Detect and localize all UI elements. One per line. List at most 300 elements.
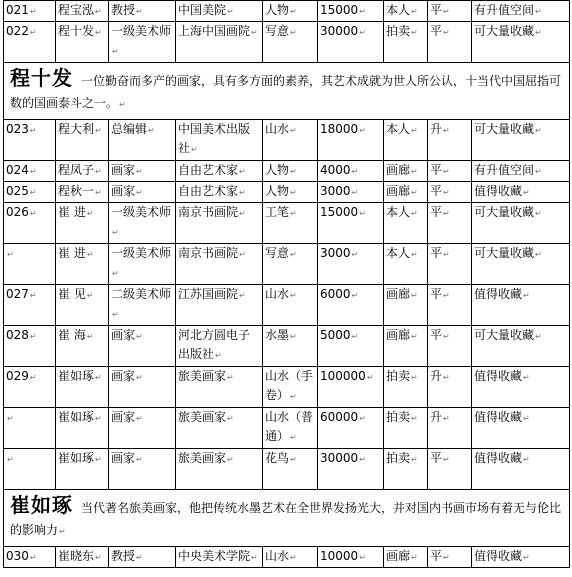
table-row <box>4 182 570 203</box>
paragraph-mark: ↵ <box>443 332 450 341</box>
paragraph-mark: ↵ <box>112 269 119 278</box>
cell-text: 100000 <box>320 369 366 383</box>
cell-text: 30000 <box>320 451 359 465</box>
cell-text: 程十发 <box>58 24 95 38</box>
paragraph-mark: ↵ <box>95 188 102 197</box>
cell-text: 工笔 <box>265 205 290 219</box>
paragraph-mark: ↵ <box>411 7 418 16</box>
cell-org <box>176 120 263 161</box>
cell-advice <box>472 285 570 326</box>
cell-text: 升 <box>430 122 443 136</box>
cell-name <box>56 449 109 490</box>
cell-price <box>318 161 384 182</box>
paragraph-mark: ↵ <box>535 28 542 37</box>
paragraph-mark: ↵ <box>411 188 418 197</box>
cell-source <box>384 285 428 326</box>
cell-name <box>56 244 109 285</box>
cell-text: 一级美术师 <box>111 24 172 38</box>
paragraph-mark: ↵ <box>95 126 102 135</box>
artist-bio <box>4 63 570 120</box>
cell-advice <box>472 408 570 449</box>
paragraph-mark: ↵ <box>443 553 450 562</box>
paragraph-mark: ↵ <box>535 167 542 176</box>
paragraph-mark: ↵ <box>443 167 450 176</box>
paragraph-mark: ↵ <box>411 250 418 259</box>
cell-id <box>4 22 56 63</box>
paragraph-mark: ↵ <box>351 250 359 259</box>
cell-genre <box>263 1 318 22</box>
paragraph-mark: ↵ <box>239 209 246 218</box>
cell-advice <box>472 244 570 285</box>
cell-text: 本人 <box>386 3 411 17</box>
cell-name <box>56 120 109 161</box>
paragraph-mark: ↵ <box>239 291 246 300</box>
cell-text: 平 <box>430 246 443 260</box>
cell-price <box>318 182 384 203</box>
paragraph-mark: ↵ <box>443 455 450 464</box>
cell-text: 旅美画家 <box>178 369 227 383</box>
cell-text: 旅美画家 <box>178 410 227 424</box>
cell-advice <box>472 326 570 367</box>
cell-title <box>109 161 176 182</box>
cell-advice <box>472 161 570 182</box>
cell-text: 程大利 <box>58 122 95 136</box>
cell-genre <box>263 326 318 367</box>
cell-text: 15000 <box>320 3 359 17</box>
cell-text: 河北方圆电子出版社 <box>178 328 251 361</box>
paragraph-mark: ↵ <box>290 209 297 218</box>
table-row <box>4 120 570 161</box>
cell-text: 山水（手卷） <box>265 369 314 402</box>
paragraph-mark: ↵ <box>95 7 102 16</box>
cell-text: 总编辑 <box>111 122 148 136</box>
cell-text: 4000 <box>320 163 351 177</box>
cell-source <box>384 367 428 408</box>
paragraph-mark: ↵ <box>29 553 37 562</box>
cell-source <box>384 182 428 203</box>
cell-text: 画廊 <box>386 163 411 177</box>
cell-id <box>4 244 56 285</box>
paragraph-mark: ↵ <box>411 373 418 382</box>
cell-advice <box>472 449 570 490</box>
cell-text: 022 <box>6 24 29 38</box>
cell-advice <box>472 547 570 568</box>
cell-text: 60000 <box>320 410 359 424</box>
cell-text: 可大量收藏 <box>474 122 535 136</box>
paragraph-mark: ↵ <box>29 167 37 176</box>
cell-text: 升 <box>430 410 443 424</box>
cell-text: 3000 <box>320 246 351 260</box>
cell-price <box>318 22 384 63</box>
paragraph-mark: ↵ <box>136 373 143 382</box>
cell-trend <box>428 285 472 326</box>
cell-text: 平 <box>430 24 443 38</box>
paragraph-mark: ↵ <box>290 553 297 562</box>
paragraph-mark: ↵ <box>86 250 94 259</box>
paragraph-mark: ↵ <box>523 188 530 197</box>
cell-trend <box>428 161 472 182</box>
cell-trend <box>428 1 472 22</box>
paragraph-mark: ↵ <box>359 126 366 135</box>
cell-name <box>56 547 109 568</box>
cell-text: 拍卖 <box>386 24 411 38</box>
paragraph-mark: ↵ <box>290 455 297 464</box>
bio-artist-name: 崔如琢 <box>10 493 73 517</box>
cell-id <box>4 408 56 449</box>
paragraph-mark: ↵ <box>443 126 450 135</box>
paragraph-mark: ↵ <box>290 433 297 442</box>
cell-source <box>384 1 428 22</box>
paragraph-mark: ↵ <box>290 7 297 16</box>
cell-text: 平 <box>430 163 443 177</box>
paragraph-mark: ↵ <box>7 455 14 464</box>
cell-genre <box>263 244 318 285</box>
paragraph-mark: ↵ <box>366 373 374 382</box>
cell-text: 自由艺术家 <box>178 184 239 198</box>
paragraph-mark: ↵ <box>7 414 14 423</box>
cell-text: 值得收藏 <box>474 549 523 563</box>
paragraph-mark: ↵ <box>95 373 102 382</box>
cell-genre <box>263 408 318 449</box>
paragraph-mark: ↵ <box>191 145 198 154</box>
cell-text: 拍卖 <box>386 369 411 383</box>
cell-name <box>56 161 109 182</box>
paragraph-mark: ↵ <box>86 209 94 218</box>
paragraph-mark: ↵ <box>359 553 366 562</box>
table-row <box>4 244 570 285</box>
cell-title <box>109 182 176 203</box>
cell-org <box>176 182 263 203</box>
cell-text: 中国美术出版社 <box>178 122 251 155</box>
paragraph-mark: ↵ <box>251 553 258 562</box>
cell-text: 画廊 <box>386 549 411 563</box>
paragraph-mark: ↵ <box>239 188 246 197</box>
paragraph-mark: ↵ <box>86 332 94 341</box>
paragraph-mark: ↵ <box>535 7 542 16</box>
cell-text: 平 <box>430 451 443 465</box>
paragraph-mark: ↵ <box>29 28 37 37</box>
cell-advice <box>472 22 570 63</box>
paragraph-mark: ↵ <box>411 28 418 37</box>
cell-id <box>4 1 56 22</box>
cell-name <box>56 367 109 408</box>
cell-genre <box>263 161 318 182</box>
cell-genre <box>263 449 318 490</box>
cell-source <box>384 408 428 449</box>
cell-text: 崔如琢 <box>58 410 95 424</box>
cell-name <box>56 285 109 326</box>
cell-title <box>109 408 176 449</box>
paragraph-mark: ↵ <box>443 414 450 423</box>
cell-trend <box>428 449 472 490</box>
cell-text: 15000 <box>320 205 359 219</box>
paragraph-mark: ↵ <box>148 126 155 135</box>
cell-title <box>109 449 176 490</box>
paragraph-mark: ↵ <box>359 7 366 16</box>
table-row <box>4 408 570 449</box>
cell-text: 一级美术师 <box>111 205 172 219</box>
cell-trend <box>428 547 472 568</box>
cell-name <box>56 22 109 63</box>
paragraph-mark: ↵ <box>227 7 234 16</box>
cell-title <box>109 244 176 285</box>
paragraph-mark: ↵ <box>119 100 126 109</box>
cell-text: 本人 <box>386 122 411 136</box>
cell-text: 画廊 <box>386 328 411 342</box>
cell-text: 南京书画院 <box>178 205 239 219</box>
cell-text: 平 <box>430 549 443 563</box>
cell-text: 人物 <box>265 184 290 198</box>
cell-text: 崔 见 <box>58 287 86 301</box>
paragraph-mark: ↵ <box>411 291 418 300</box>
cell-price <box>318 367 384 408</box>
cell-text: 画廊 <box>386 287 411 301</box>
cell-trend <box>428 22 472 63</box>
cell-text: 025 <box>6 184 29 198</box>
table-row <box>4 1 570 22</box>
cell-org <box>176 161 263 182</box>
cell-price <box>318 120 384 161</box>
cell-text: 写意 <box>265 24 290 38</box>
paragraph-mark: ↵ <box>95 167 102 176</box>
cell-text: 写意 <box>265 246 290 260</box>
cell-text: 030 <box>6 549 29 563</box>
cell-id <box>4 285 56 326</box>
cell-text: 自由艺术家 <box>178 163 239 177</box>
cell-text: 平 <box>430 328 443 342</box>
paragraph-mark: ↵ <box>136 455 143 464</box>
cell-trend <box>428 182 472 203</box>
cell-trend <box>428 120 472 161</box>
paragraph-mark: ↵ <box>136 414 143 423</box>
paragraph-mark: ↵ <box>359 455 366 464</box>
cell-id <box>4 326 56 367</box>
cell-text: 山水 <box>265 549 290 563</box>
cell-advice <box>472 182 570 203</box>
cell-org <box>176 1 263 22</box>
cell-text: 程秋一 <box>58 184 95 198</box>
cell-text: 028 <box>6 328 29 342</box>
cell-text: 可大量收藏 <box>474 328 535 342</box>
paragraph-mark: ↵ <box>251 28 258 37</box>
cell-title <box>109 367 176 408</box>
paragraph-mark: ↵ <box>290 392 297 401</box>
paragraph-mark: ↵ <box>29 209 37 218</box>
cell-text: 024 <box>6 163 29 177</box>
cell-text: 画家 <box>111 410 136 424</box>
cell-text: 人物 <box>265 3 290 17</box>
paragraph-mark: ↵ <box>239 167 246 176</box>
cell-price <box>318 203 384 244</box>
paragraph-mark: ↵ <box>411 455 418 464</box>
cell-id <box>4 547 56 568</box>
paragraph-mark: ↵ <box>29 332 37 341</box>
paragraph-mark: ↵ <box>136 167 143 176</box>
cell-text: 上海中国画院 <box>178 24 251 38</box>
cell-name <box>56 408 109 449</box>
cell-title <box>109 22 176 63</box>
paragraph-mark: ↵ <box>443 250 450 259</box>
artist-price-table <box>3 0 570 568</box>
cell-price <box>318 449 384 490</box>
cell-text: 花鸟 <box>265 451 290 465</box>
cell-text: 水墨 <box>265 328 290 342</box>
cell-name <box>56 326 109 367</box>
cell-price <box>318 285 384 326</box>
bio-artist-name: 程十发 <box>10 66 73 90</box>
cell-text: 画家 <box>111 163 136 177</box>
paragraph-mark: ↵ <box>351 332 359 341</box>
paragraph-mark: ↵ <box>290 291 297 300</box>
paragraph-mark: ↵ <box>411 167 418 176</box>
paragraph-mark: ↵ <box>290 167 297 176</box>
paragraph-mark: ↵ <box>290 250 297 259</box>
paragraph-mark: ↵ <box>523 553 530 562</box>
paragraph-mark: ↵ <box>359 209 366 218</box>
cell-trend <box>428 408 472 449</box>
paragraph-mark: ↵ <box>523 373 530 382</box>
cell-source <box>384 22 428 63</box>
cell-text: 画家 <box>111 451 136 465</box>
cell-title <box>109 547 176 568</box>
paragraph-mark: ↵ <box>95 455 102 464</box>
cell-source <box>384 120 428 161</box>
artist-bio-row <box>4 490 570 547</box>
cell-advice <box>472 203 570 244</box>
paragraph-mark: ↵ <box>443 28 450 37</box>
table-row <box>4 547 570 568</box>
cell-text: 一级美术师 <box>111 246 172 260</box>
paragraph-mark: ↵ <box>535 126 542 135</box>
cell-text: 中央美术学院 <box>178 549 251 563</box>
cell-price <box>318 244 384 285</box>
paragraph-mark: ↵ <box>290 188 297 197</box>
cell-genre <box>263 285 318 326</box>
paragraph-mark: ↵ <box>59 527 66 536</box>
cell-text: 山水 <box>265 287 290 301</box>
cell-advice <box>472 1 570 22</box>
paragraph-mark: ↵ <box>7 250 14 259</box>
cell-source <box>384 449 428 490</box>
paragraph-mark: ↵ <box>29 126 37 135</box>
cell-id <box>4 120 56 161</box>
cell-price <box>318 408 384 449</box>
cell-text: 值得收藏 <box>474 287 523 301</box>
cell-genre <box>263 547 318 568</box>
paragraph-mark: ↵ <box>290 126 297 135</box>
cell-text: 平 <box>430 3 443 17</box>
bio-text: 一位勤奋而多产的画家，具有多方面的素养，其艺术成就为世人所公认，十当代中国屈指可数的国画泰斗之一。 <box>10 74 562 110</box>
cell-genre <box>263 182 318 203</box>
table-row <box>4 367 570 408</box>
cell-text: 值得收藏 <box>474 184 523 198</box>
paragraph-mark: ↵ <box>443 188 450 197</box>
cell-org <box>176 244 263 285</box>
cell-text: 画家 <box>111 184 136 198</box>
table-row <box>4 285 570 326</box>
cell-text: 山水 <box>265 122 290 136</box>
cell-text: 崔 进 <box>58 246 86 260</box>
cell-text: 可大量收藏 <box>474 205 535 219</box>
cell-price <box>318 1 384 22</box>
paragraph-mark: ↵ <box>535 250 542 259</box>
cell-text: 可大量收藏 <box>474 246 535 260</box>
cell-text: 旅美画家 <box>178 451 227 465</box>
cell-id <box>4 182 56 203</box>
cell-text: 南京书画院 <box>178 246 239 260</box>
cell-text: 平 <box>430 205 443 219</box>
table-row <box>4 22 570 63</box>
cell-text: 崔 海 <box>58 328 86 342</box>
paragraph-mark: ↵ <box>29 291 37 300</box>
table-row <box>4 161 570 182</box>
cell-source <box>384 244 428 285</box>
paragraph-mark: ↵ <box>359 28 366 37</box>
cell-source <box>384 161 428 182</box>
paragraph-mark: ↵ <box>86 291 94 300</box>
cell-text: 6000 <box>320 287 351 301</box>
cell-text: 18000 <box>320 122 359 136</box>
cell-genre <box>263 120 318 161</box>
cell-source <box>384 326 428 367</box>
paragraph-mark: ↵ <box>112 47 119 56</box>
cell-text: 平 <box>430 287 443 301</box>
cell-genre <box>263 367 318 408</box>
cell-org <box>176 547 263 568</box>
cell-text: 平 <box>430 184 443 198</box>
paragraph-mark: ↵ <box>535 332 542 341</box>
cell-text: 二级美术师 <box>111 287 172 301</box>
cell-text: 023 <box>6 122 29 136</box>
cell-text: 崔晓东 <box>58 549 95 563</box>
paragraph-mark: ↵ <box>411 126 418 135</box>
paragraph-mark: ↵ <box>443 373 450 382</box>
paragraph-mark: ↵ <box>523 291 530 300</box>
cell-text: 程宝泓 <box>58 3 95 17</box>
paragraph-mark: ↵ <box>351 167 359 176</box>
paragraph-mark: ↵ <box>290 28 297 37</box>
artist-bio-row <box>4 63 570 120</box>
cell-advice <box>472 367 570 408</box>
cell-trend <box>428 326 472 367</box>
cell-text: 程凤子 <box>58 163 95 177</box>
cell-text: 拍卖 <box>386 410 411 424</box>
paragraph-mark: ↵ <box>351 188 359 197</box>
paragraph-mark: ↵ <box>443 291 450 300</box>
cell-text: 拍卖 <box>386 451 411 465</box>
cell-text: 画廊 <box>386 184 411 198</box>
cell-advice <box>472 120 570 161</box>
cell-name <box>56 203 109 244</box>
paragraph-mark: ↵ <box>227 373 234 382</box>
cell-text: 026 <box>6 205 29 219</box>
paragraph-mark: ↵ <box>443 209 450 218</box>
cell-trend <box>428 367 472 408</box>
paragraph-mark: ↵ <box>227 455 234 464</box>
cell-title <box>109 285 176 326</box>
cell-title <box>109 1 176 22</box>
table-row <box>4 326 570 367</box>
cell-text: 029 <box>6 369 29 383</box>
cell-text: 值得收藏 <box>474 410 523 424</box>
cell-title <box>109 203 176 244</box>
cell-text: 本人 <box>386 246 411 260</box>
cell-text: 教授 <box>111 549 136 563</box>
paragraph-mark: ↵ <box>29 7 37 16</box>
paragraph-mark: ↵ <box>359 414 366 423</box>
cell-name <box>56 1 109 22</box>
cell-id <box>4 367 56 408</box>
